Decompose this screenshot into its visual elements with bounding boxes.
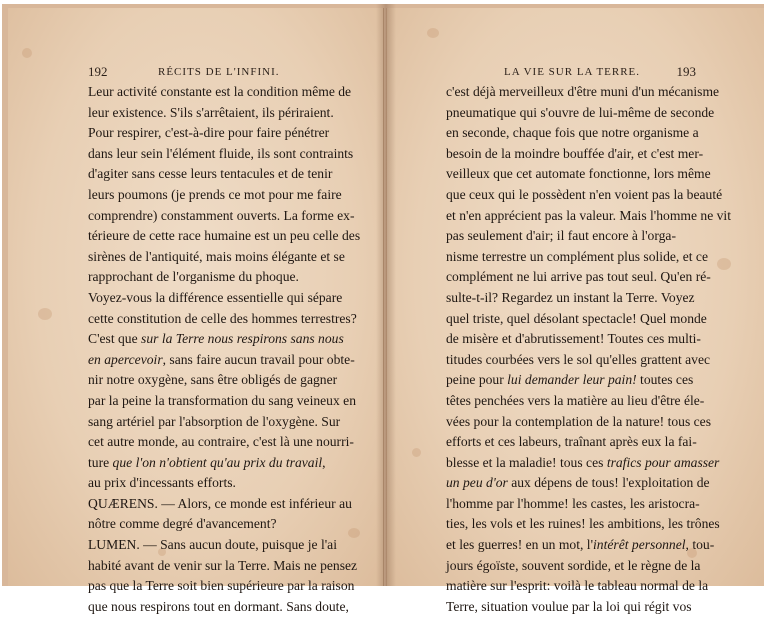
- text-segment: , tou-: [685, 537, 715, 553]
- text-line: [446, 82, 720, 103]
- text-segment: en seconde, chaque fois que notre organisme a: [446, 125, 699, 141]
- text-line: [88, 494, 352, 515]
- text-line: [446, 350, 711, 371]
- text-segment: têtes penchées vers la matière au lieu d'être éle-: [446, 392, 705, 408]
- text-segment: leur existence. S'ils s'arrêtaient, ils périraient.: [88, 104, 334, 120]
- text-line: [446, 576, 709, 597]
- text-segment: et n'en apprécient pas la valeur. Mais l'homme ne vit: [446, 207, 731, 223]
- text-segment: C'est que: [88, 331, 142, 347]
- text-segment: Terre, situation voulue par la loi qui régit vos: [446, 598, 692, 614]
- text-segment: pas que la Terre soit bien supérieure par la raison: [88, 578, 355, 594]
- italic-text: intérêt personnel: [593, 537, 686, 553]
- italic-text: sur la Terre nous respirons sans nous: [141, 331, 344, 347]
- text-line: [446, 226, 696, 247]
- text-segment: que nous respirons tout en dormant. Sans doute,: [88, 598, 349, 614]
- text-segment: c'est déjà merveilleux d'être muni d'un mécanisme: [446, 84, 720, 99]
- text-line: [88, 247, 345, 268]
- text-line: [446, 391, 705, 412]
- text-line: [88, 514, 338, 535]
- italic-text: lui demander leur pain!: [507, 372, 637, 388]
- text-segment: Pour respirer, c'est-à-dire pour faire pénétrer: [88, 125, 330, 141]
- text-line: [446, 556, 701, 577]
- text-segment: l'homme par l'homme! les castes, les aristocra-: [446, 495, 700, 511]
- text-segment: blesse et la maladie! tous ces: [446, 454, 607, 470]
- text-line: [88, 473, 338, 494]
- text-line: [446, 597, 696, 617]
- italic-text: un peu d'or: [446, 475, 508, 491]
- text-line: [88, 370, 338, 391]
- italic-text: en apercevoir: [88, 351, 163, 367]
- text-line: [446, 206, 731, 227]
- left-page-header: [88, 64, 338, 82]
- text-line: [446, 103, 715, 124]
- text-line: [446, 329, 701, 350]
- text-line: [446, 412, 711, 433]
- text-line: [446, 453, 720, 474]
- text-line: [88, 576, 355, 597]
- text-segment: cette constitution de celle des hommes terrestres?: [88, 310, 357, 326]
- running-head: LA VIE SUR LA TERRE.: [504, 66, 641, 78]
- italic-text: que l'on n'obtient qu'au prix du travail: [112, 454, 323, 470]
- text-segment: , sans faire aucun travail pour obte-: [162, 351, 355, 367]
- paper-stain: [412, 448, 421, 457]
- text-segment: par la peine la transformation du sang veineux en: [88, 392, 357, 408]
- text-line: [88, 164, 338, 185]
- paper-stain: [717, 258, 731, 270]
- italic-text: trafics pour amasser: [606, 454, 720, 470]
- text-segment: pneumatique qui s'ouvre de lui-même de seconde: [446, 104, 715, 120]
- text-line: [88, 309, 357, 330]
- text-line: [88, 288, 343, 309]
- text-segment: comprendre) constamment ouverts. La forme ex-: [88, 207, 355, 223]
- text-line: [88, 206, 355, 227]
- text-segment: Voyez-vous la différence essentielle qui sépare: [88, 289, 343, 305]
- right-page-header: [446, 64, 696, 82]
- text-segment: matière sur l'esprit: voilà le tableau normal de la: [446, 578, 709, 594]
- text-line: [88, 185, 342, 206]
- text-segment: nir notre oxygène, sans être obligés de gagner: [88, 372, 338, 388]
- text-segment: pas seulement d'air; il faut encore à l'orga-: [446, 228, 676, 244]
- right-page-body: [446, 82, 731, 617]
- left-page-body: [88, 82, 361, 617]
- text-segment: ,: [322, 454, 326, 470]
- paper-stain: [427, 28, 439, 38]
- text-line: [88, 82, 352, 103]
- text-line: [88, 329, 344, 350]
- text-segment: besoin de la moindre bouffée d'air, et c'est mer-: [446, 145, 704, 161]
- text-line: [446, 123, 699, 144]
- text-segment: dans leur sein l'élément fluide, ils sont contraints: [88, 145, 354, 161]
- text-segment: cet autre monde, au contraire, c'est là une nourri-: [88, 434, 354, 450]
- text-segment: d'agiter sans cesse leurs tentacules et de tenir: [88, 166, 333, 182]
- page-number: 193: [676, 64, 696, 79]
- page-number: 192: [88, 64, 108, 79]
- text-line: [446, 535, 715, 556]
- text-segment: au prix d'incessants efforts.: [88, 475, 236, 491]
- text-segment: nisme terrestre un complément plus solide, et ce: [446, 248, 708, 264]
- running-head: RÉCITS DE L'INFINI.: [158, 66, 280, 78]
- text-line: [446, 370, 696, 391]
- text-line: [88, 144, 354, 165]
- text-segment: ture: [88, 454, 113, 470]
- text-line: [88, 412, 341, 433]
- text-line: [446, 288, 696, 309]
- text-segment: efforts et ces labeurs, traînant après eux la fai-: [446, 434, 697, 450]
- paper-stain: [348, 528, 360, 538]
- text-line: [88, 350, 355, 371]
- text-line: [446, 185, 723, 206]
- text-segment: complément ne lui arrive pas tout seul. Qu'en ré-: [446, 269, 711, 285]
- text-segment: rapprochant de l'organisme du phoque.: [88, 269, 299, 285]
- text-segment: sirènes de l'antiquité, mais moins élégante et se: [88, 248, 345, 264]
- text-line: [446, 432, 696, 453]
- text-segment: de misère et d'abrutissement! Toutes ces multi-: [446, 331, 701, 347]
- text-line: [88, 226, 361, 247]
- text-line: [88, 391, 357, 412]
- text-line: [88, 267, 338, 288]
- text-segment: habité avant de venir sur la Terre. Mais ne pensez: [88, 557, 358, 573]
- paper-stain: [38, 308, 52, 320]
- text-line: [446, 309, 707, 330]
- text-line: [88, 535, 338, 556]
- text-segment: toutes ces: [636, 372, 694, 388]
- text-line: [88, 432, 354, 453]
- text-segment: LUMEN. — Sans aucun doute, puisque je l'ai: [88, 537, 337, 553]
- text-segment: nôtre comme degré d'avancement?: [88, 516, 277, 532]
- text-segment: quel triste, quel désolant spectacle! Quel monde: [446, 310, 707, 326]
- text-segment: QUÆRENS. — Alors, ce monde est inférieur au: [88, 495, 352, 511]
- text-line: [88, 103, 338, 124]
- text-line: [446, 247, 708, 268]
- text-segment: et les guerres! en un mot, l': [446, 537, 594, 553]
- book-gutter: [376, 4, 396, 586]
- text-line: [446, 473, 710, 494]
- text-segment: vées pour la contemplation de la nature! tous ces: [446, 413, 711, 429]
- text-segment: leurs poumons (je prends ce mot pour me faire: [88, 186, 342, 202]
- text-line: [88, 123, 338, 144]
- text-segment: que ceux qui le possèdent n'en voient pas la beauté: [446, 186, 723, 202]
- text-segment: Leur activité constante est la condition même de: [88, 84, 352, 99]
- text-line: [446, 164, 711, 185]
- text-segment: ties, les vols et les ruines! les ambitions, les trônes: [446, 516, 720, 532]
- text-segment: jours égoïste, souvent sordide, et le règne de la: [446, 557, 701, 573]
- text-line: [446, 514, 720, 535]
- text-segment: titudes courbées vers le sol qu'elles grattent avec: [446, 351, 711, 367]
- text-line: [88, 556, 358, 577]
- text-segment: peine pour: [446, 372, 508, 388]
- text-line: [446, 267, 711, 288]
- text-segment: térieure de cette race humaine est un peu celle des: [88, 228, 361, 244]
- text-segment: sulte-t-il? Regardez un instant la Terre. Voyez: [446, 289, 695, 305]
- text-segment: aux dépens de tous! l'exploitation de: [507, 475, 710, 491]
- text-line: [446, 144, 704, 165]
- text-line: [88, 597, 349, 617]
- text-segment: veilleux que cet automate fonctionne, lors même: [446, 166, 711, 182]
- text-line: [88, 453, 338, 474]
- text-line: [446, 494, 700, 515]
- text-segment: sang artériel par l'absorption de l'oxygène. Sur: [88, 413, 341, 429]
- paper-stain: [22, 48, 32, 58]
